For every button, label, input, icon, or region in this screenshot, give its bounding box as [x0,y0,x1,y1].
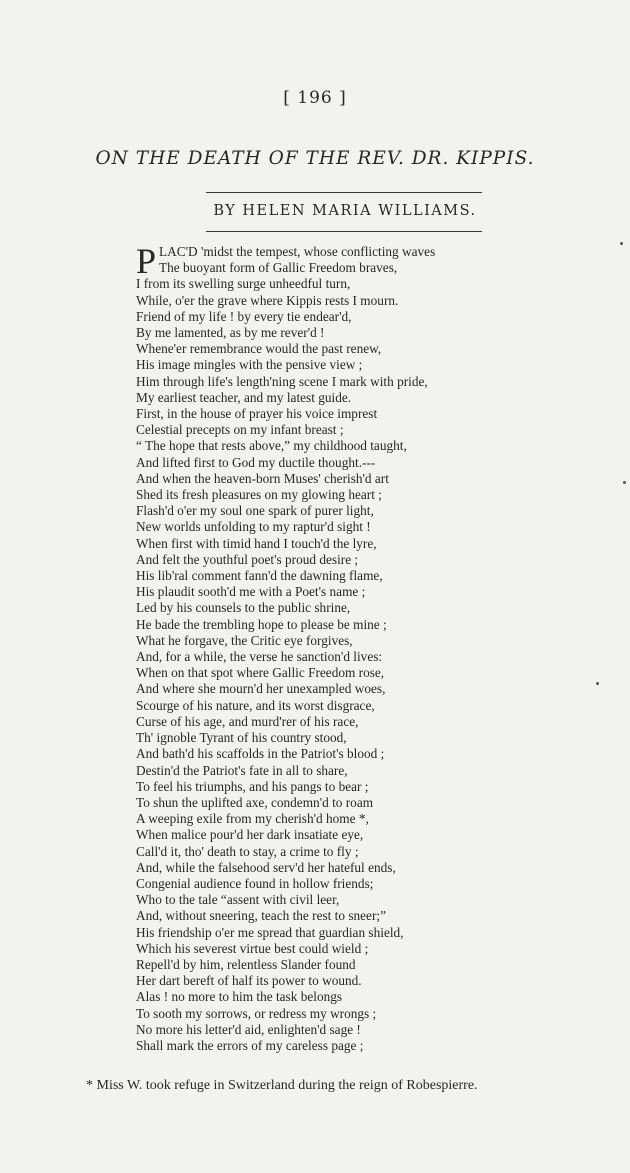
poem-line: And, for a while, the verse he sanction'd lives: [136,649,383,665]
poem-line: The buoyant form of Gallic Freedom braves, [159,260,398,276]
page-number: [ 196 ] [283,88,347,108]
poem-line: Which his severest virtue best could wield ; [136,940,369,956]
poem-line: His lib'ral comment fann'd the dawning flame, [136,568,383,584]
poem-line: What he forgave, the Critic eye forgives, [136,632,353,648]
poem-line: Alas ! no more to him the task belongs [136,989,343,1005]
poem-line: Celestial precepts on my infant breast ; [136,422,344,438]
poem-line: Whene'er remembrance would the past renew, [136,341,382,357]
poem-line: By me lamented, as by me rever'd ! [136,325,325,341]
poem-line: Curse of his age, and murd'rer of his race, [136,713,359,729]
poem-line: Flash'd o'er my soul one spark of purer light, [136,503,374,519]
poem-line: Her dart bereft of half its power to wound. [136,973,362,989]
poem-line: He bade the trembling hope to please be mine ; [136,616,387,632]
paper-speck [620,242,623,245]
poem-line: To shun the uplifted axe, condemn'd to roam [136,794,374,810]
poem-line: When malice pour'd her dark insatiate eye, [136,827,364,843]
poem-line: Scourge of his nature, and its worst disgrace, [136,697,375,713]
poem-line: His friendship o'er me spread that guardian shield, [136,924,404,940]
poem-line: When first with timid hand I touch'd the lyre, [136,535,377,551]
poem-line: And bath'd his scaffolds in the Patriot's blood ; [136,746,385,762]
poem-line: And where she mourn'd her unexampled woes, [136,681,386,697]
poem-line: And, while the falsehood serv'd her hateful ends, [136,859,396,875]
poem-line: First, in the house of prayer his voice imprest [136,406,378,422]
poem-line: And lifted first to God my ductile thought.--- [136,454,376,470]
poem-line: I from its swelling surge unheedful turn, [136,276,351,292]
poem-line: And, without sneering, teach the rest to sneer;” [136,908,386,924]
paper-speck [596,682,599,685]
byline: BY HELEN MARIA WILLIAMS. [213,203,477,219]
poem-line: Shall mark the errors of my careless page ; [136,1037,364,1053]
poem-title: ON THE DEATH OF THE REV. DR. KIPPIS. [95,148,535,169]
paper-speck [623,481,626,484]
poem-line: Shed its fresh pleasures on my glowing heart ; [136,487,382,503]
drop-cap: P [136,241,157,281]
poem-lines [136,260,606,1054]
poem-line: “ The hope that rests above,” my childhood taught, [136,438,407,454]
poem-line: To feel his triumphs, and his pangs to bear ; [136,778,369,794]
poem-line: Destin'd the Patriot's fate in all to share, [136,762,348,778]
poem-line: No more his letter'd aid, enlighten'd sage ! [136,1021,361,1037]
first-line-text: LAC'D 'midst the tempest, whose conflicting waves [159,244,436,259]
poem-line: Call'd it, tho' death to stay, a crime to fly ; [136,843,359,859]
poem-line: To sooth my sorrows, or redress my wrongs ; [136,1005,377,1021]
poem-line: My earliest teacher, and my latest guide. [136,389,352,405]
poem-line: And when the heaven-born Muses' cherish'd art [136,470,389,486]
poem-line: Congenial audience found in hollow friends; [136,875,374,891]
poem-line: And felt the youthful poet's proud desire ; [136,551,359,567]
poem-line: Friend of my life ! by every tie endear'd, [136,308,352,324]
poem-line: Repell'd by him, relentless Slander found [136,956,356,972]
poem-line: His image mingles with the pensive view ; [136,357,363,373]
poem-line: A weeping exile from my cherish'd home *, [136,811,369,827]
poem-line: Th' ignoble Tyrant of his country stood, [136,730,347,746]
poem-body [136,241,606,1054]
poem-line: When on that spot where Gallic Freedom rose, [136,665,385,681]
title-divider-bottom [206,231,482,232]
poem-line: New worlds unfolding to my raptur'd sight ! [136,519,371,535]
poem-line: While, o'er the grave where Kippis rests I mourn. [136,292,399,308]
title-divider-top [206,192,482,193]
poem-line: Who to the tale “assent with civil leer, [136,892,340,908]
poem-line: Led by his counsels to the public shrine, [136,600,351,616]
footnote: * Miss W. took refuge in Switzerland during the reign of Robespierre. [86,1078,478,1093]
poem-line: Him through life's length'ning scene I mark with pride, [136,373,428,389]
poem-line: His plaudit sooth'd me with a Poet's name ; [136,584,366,600]
